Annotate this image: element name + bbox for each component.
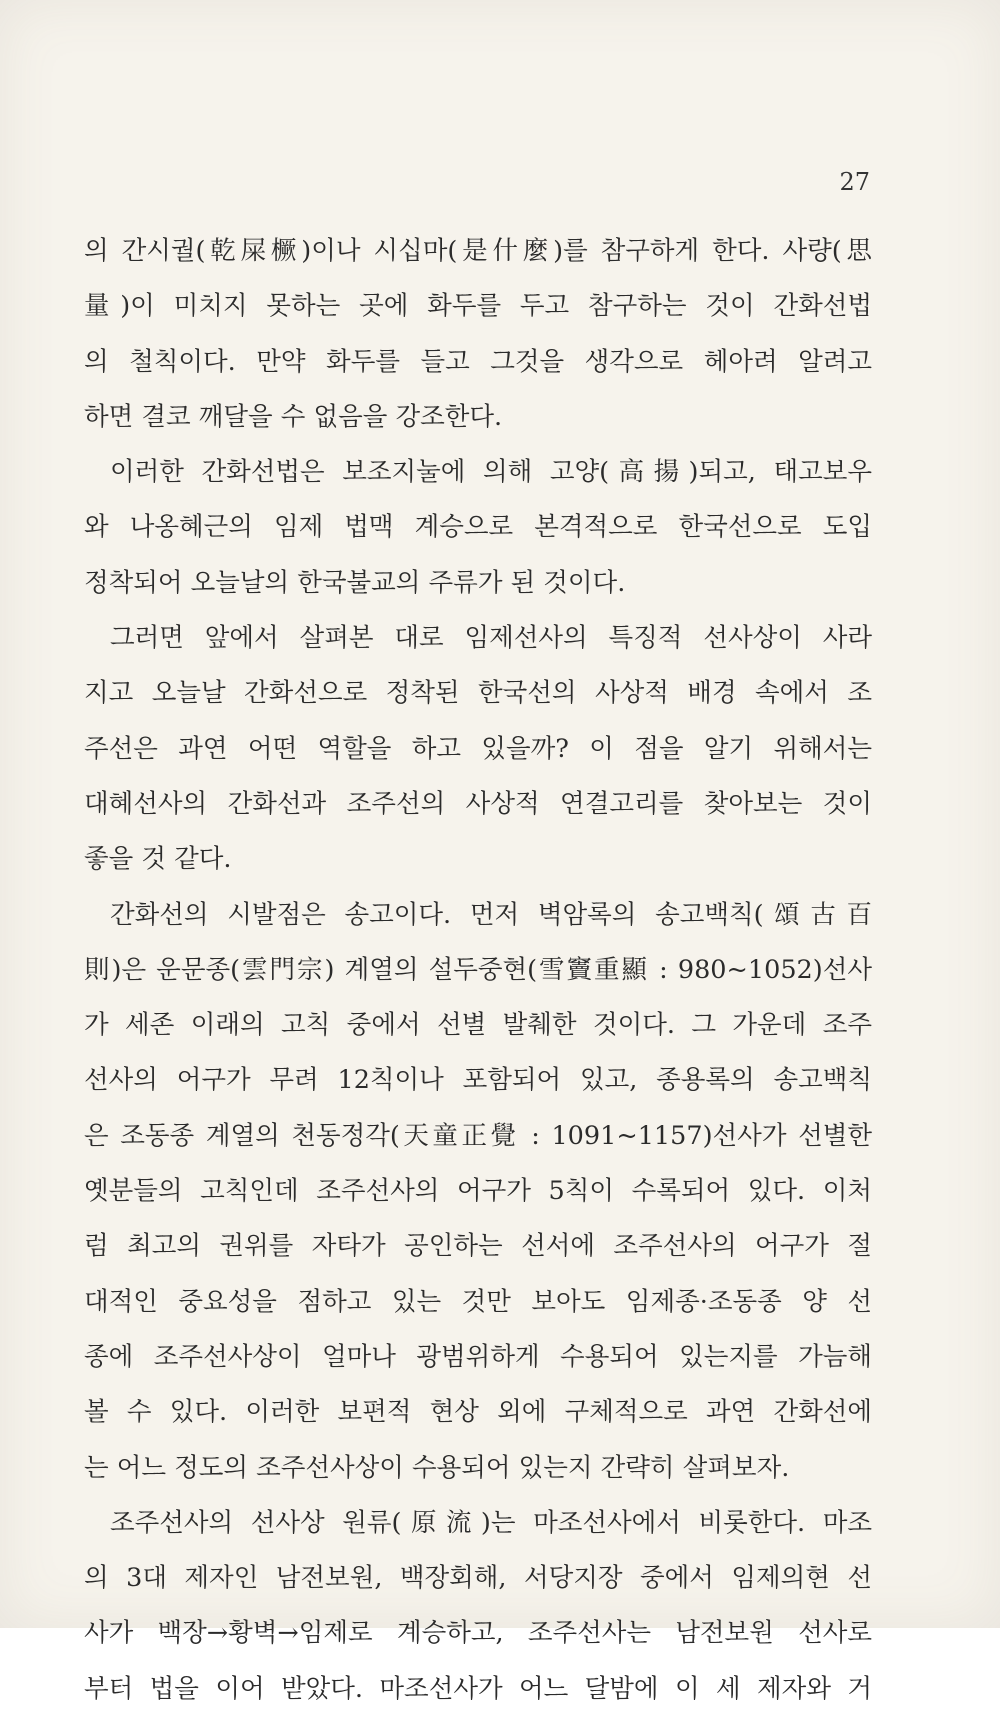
- text-line: 주선은 과연 어떤 역할을 하고 있을까? 이 점을 알기 위해서는: [84, 733, 872, 764]
- text-line: 의 3대 제자인 남전보원, 백장회해, 서당지장 중에서 임제의현 선: [84, 1563, 872, 1594]
- text-line: 지고 오늘날 간화선으로 정착된 한국선의 사상적 배경 속에서 조: [84, 678, 872, 709]
- text-line: 좋을 것 같다.: [84, 844, 232, 875]
- text-line: 옛분들의 고칙인데 조주선사의 어구가 5칙이 수록되어 있다. 이처: [84, 1176, 872, 1207]
- text-line: 조주선사의 선사상 원류(原流)는 마조선사에서 비롯한다. 마조: [110, 1507, 872, 1538]
- text-line: 則)은 운문종(雲門宗) 계열의 설두중현(雪竇重顯 : 980~1052)선사: [84, 954, 872, 985]
- text-line: 의 간시궐(乾屎橛)이나 시십마(是什麼)를 참구하게 한다. 사량(思: [84, 236, 872, 266]
- text-line: 의 철칙이다. 만약 화두를 들고 그것을 생각으로 헤아려 알려고: [84, 346, 872, 377]
- page-number: 27: [839, 168, 870, 196]
- text-line: 선사의 어구가 무려 12칙이나 포함되어 있고, 종용록의 송고백칙: [84, 1065, 872, 1096]
- text-line: 볼 수 있다. 이러한 보편적 현상 외에 구체적으로 과연 간화선에: [84, 1397, 872, 1428]
- body-text: [84, 224, 872, 1717]
- text-line: 간화선의 시발점은 송고이다. 먼저 벽암록의 송고백칙(頌古百: [110, 899, 872, 930]
- text-line: 부터 법을 이어 받았다. 마조선사가 어느 달밤에 이 세 제자와 거: [84, 1673, 872, 1704]
- text-line: 정착되어 오늘날의 한국불교의 주류가 된 것이다.: [84, 567, 626, 598]
- text-line: 는 어느 정도의 조주선사상이 수용되어 있는지 간략히 살펴보자.: [84, 1452, 790, 1483]
- text-line: 은 조동종 계열의 천동정각(天童正覺 : 1091~1157)선사가 선별한: [84, 1120, 872, 1151]
- text-line: 그러면 앞에서 살펴본 대로 임제선사의 특징적 선사상이 사라: [110, 623, 872, 654]
- text-line: 가 세존 이래의 고칙 중에서 선별 발췌한 것이다. 그 가운데 조주: [84, 1010, 872, 1041]
- text-line: 하면 결코 깨달을 수 없음을 강조한다.: [84, 401, 503, 432]
- text-line: 와 나옹혜근의 임제 법맥 계승으로 본격적으로 한국선으로 도입: [84, 512, 872, 543]
- text-line: 대혜선사의 간화선과 조주선의 사상적 연결고리를 찾아보는 것이: [84, 788, 872, 819]
- text-line: 종에 조주선사상이 얼마나 광범위하게 수용되어 있는지를 가늠해: [84, 1341, 872, 1372]
- text-line: 사가 백장→황벽→임제로 계승하고, 조주선사는 남전보원 선사로: [84, 1618, 872, 1649]
- text-line: 대적인 중요성을 점하고 있는 것만 보아도 임제종·조동종 양 선: [84, 1286, 872, 1317]
- text-line: 量)이 미치지 못하는 곳에 화두를 두고 참구하는 것이 간화선법: [84, 291, 872, 322]
- text-line: 이러한 간화선법은 보조지눌에 의해 고양(高揚)되고, 태고보우: [110, 457, 872, 488]
- text-line: 럼 최고의 권위를 자타가 공인하는 선서에 조주선사의 어구가 절: [84, 1231, 872, 1262]
